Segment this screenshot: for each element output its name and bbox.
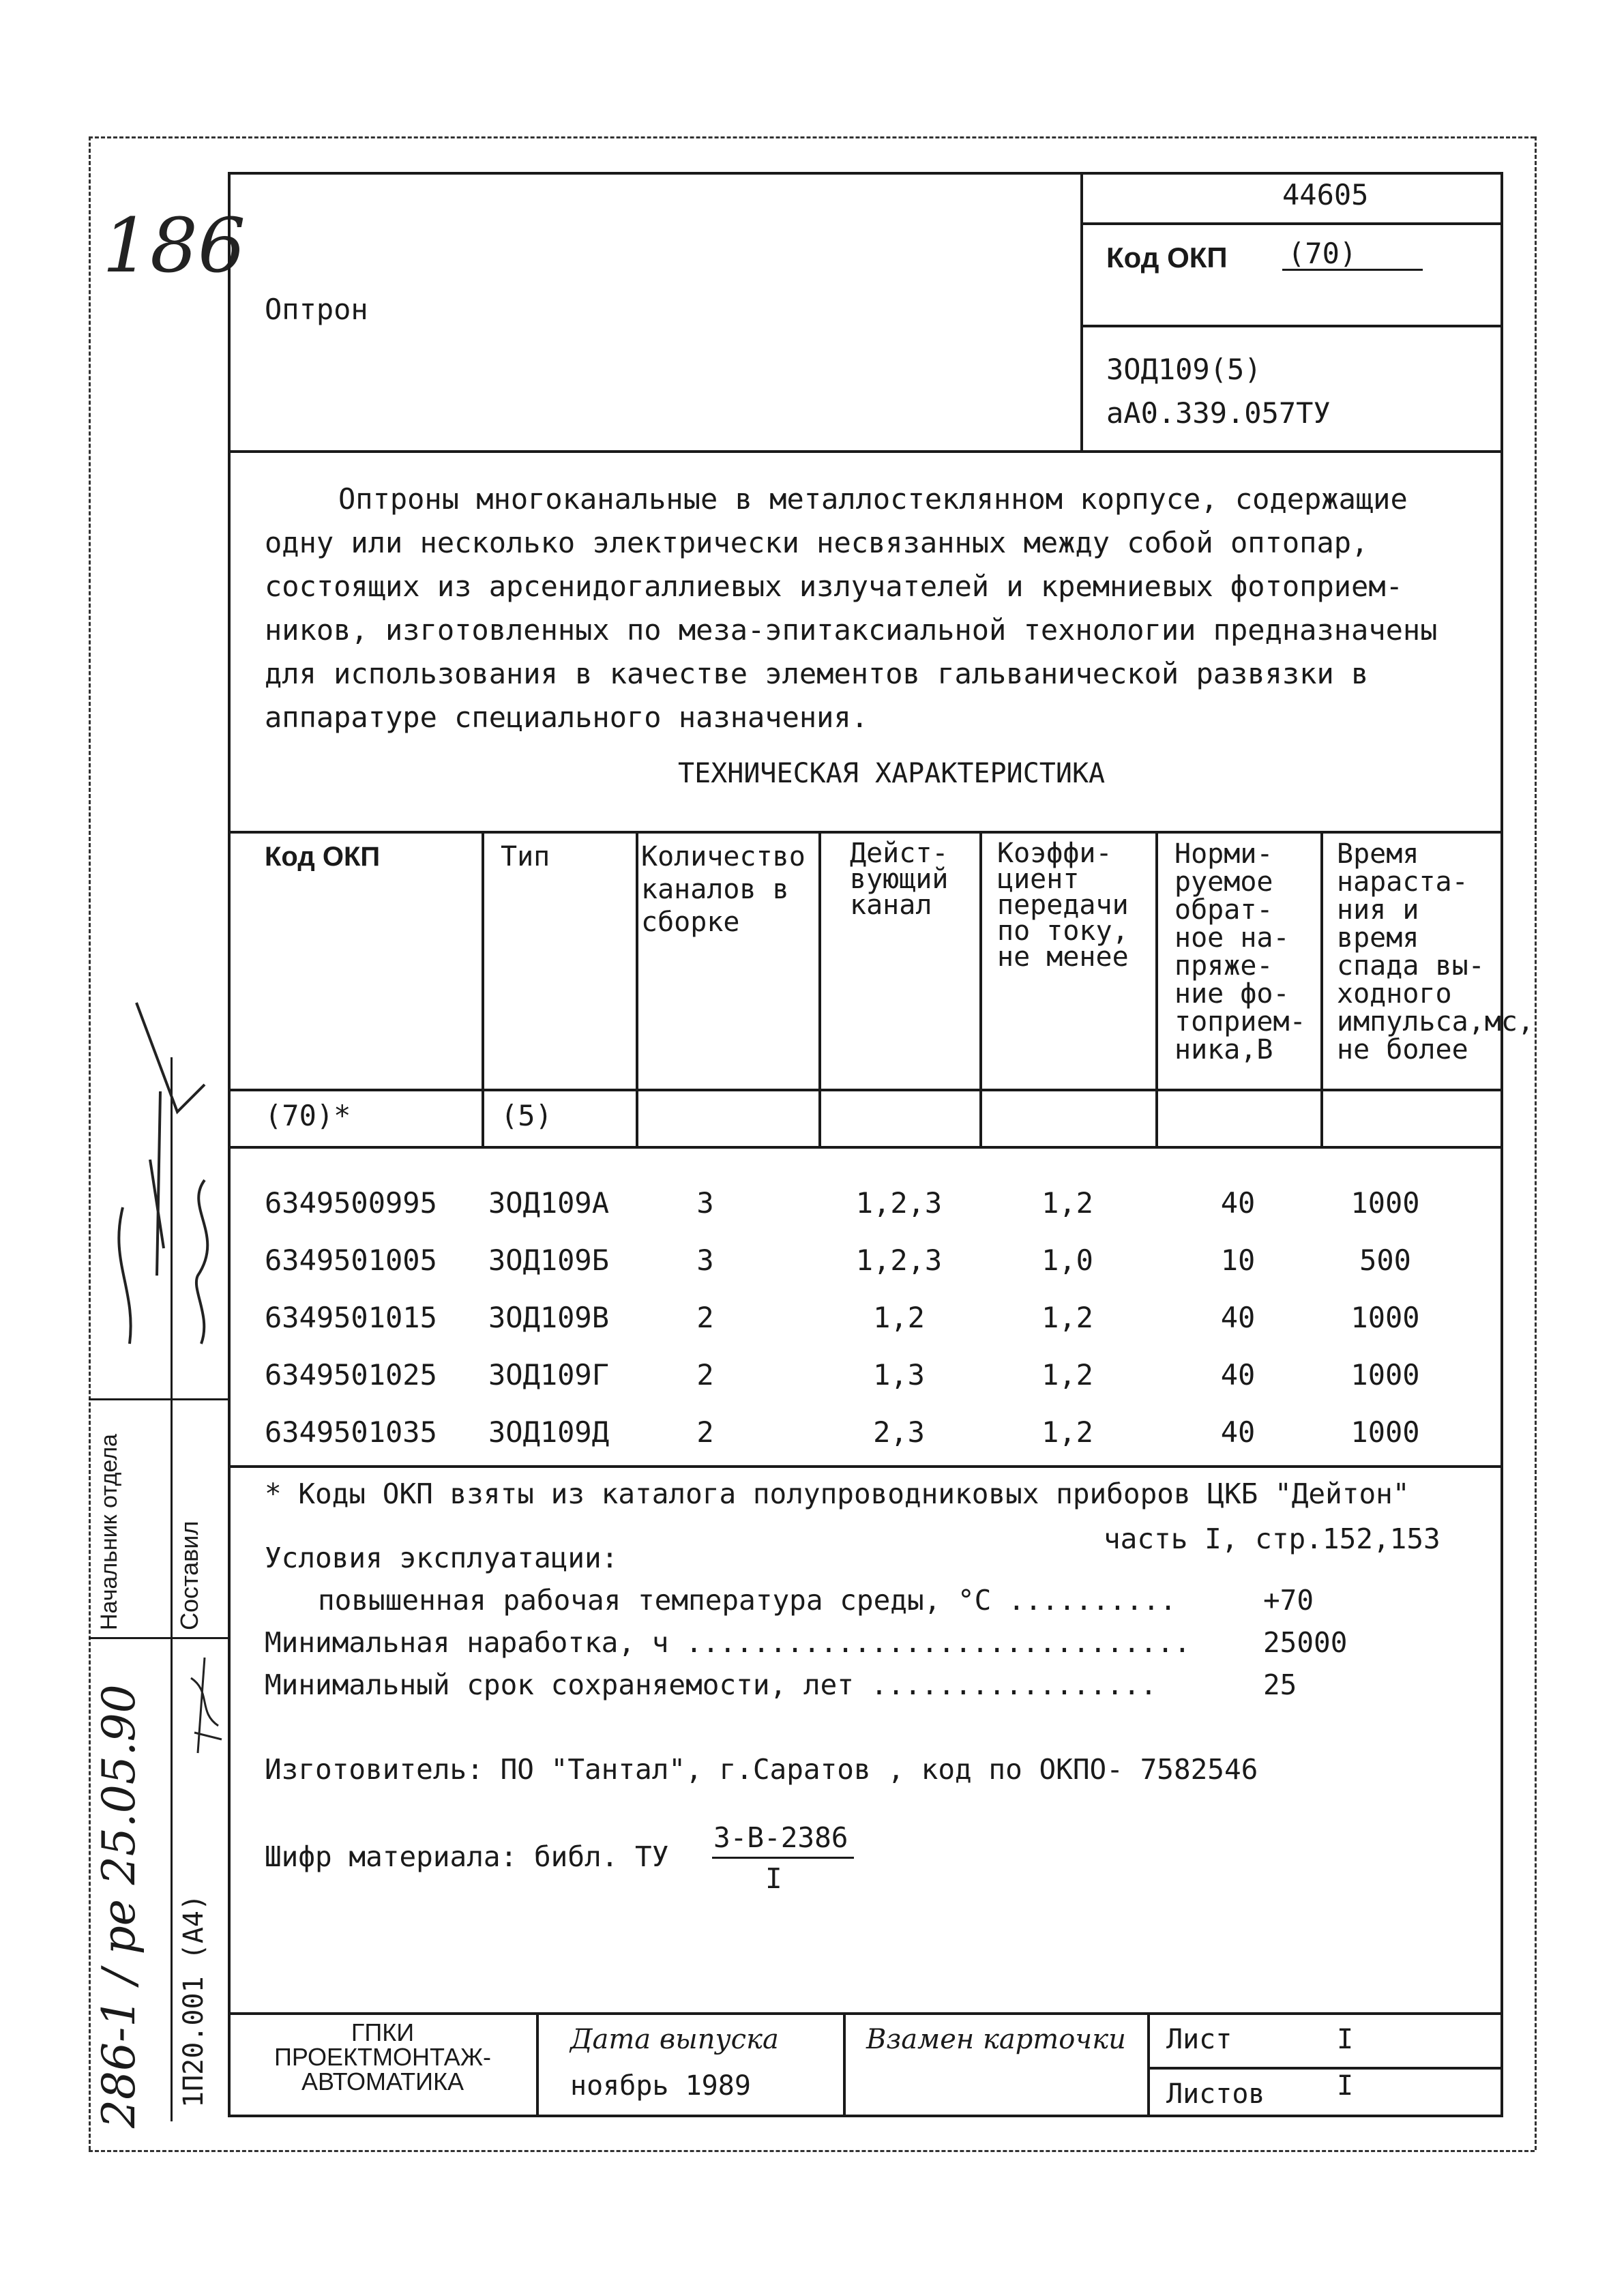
cell-channels: 2 — [696, 1415, 714, 1449]
cell-transfer-ratio: 1,2 — [1041, 1186, 1093, 1220]
cell-transfer-ratio: 1,2 — [1041, 1301, 1093, 1334]
cell-reverse-voltage: 40 — [1220, 1301, 1256, 1334]
description-line: одну или несколько электрически несвязанных между собой оптопар, — [265, 526, 1369, 559]
release-date-label: Дата выпуска — [570, 2024, 779, 2055]
replaces-card-label: Взамен карточки — [866, 2024, 1126, 2055]
margin-doc-code: 1П20.001 (А4) — [178, 1894, 209, 2108]
table-bottom-line — [228, 1465, 1503, 1468]
section-title: ТЕХНИЧЕСКАЯ ХАРАКТЕРИСТИКА — [678, 758, 1106, 789]
footer-divider-3 — [1147, 2012, 1150, 2116]
description-line: состоящих из арсенидогаллиевых излучателей и кремниевых фотоприем- — [265, 570, 1403, 603]
cell-type: 3ОД109Б — [488, 1243, 610, 1277]
col-divider-6 — [1320, 831, 1323, 1147]
footer-top-line — [228, 2012, 1503, 2015]
cell-okp-code: 6349501005 — [265, 1243, 437, 1277]
cell-active-channel: 1,3 — [873, 1358, 925, 1392]
cell-transfer-ratio: 1,0 — [1041, 1243, 1093, 1277]
header-bottom-line — [228, 450, 1503, 453]
cell-okp-code: 6349501025 — [265, 1358, 437, 1392]
frame-bottom — [228, 2115, 1503, 2117]
col-divider-4 — [979, 831, 982, 1147]
table-header-line — [228, 1089, 1503, 1091]
designation-line-2: аА0.339.057ТУ — [1106, 396, 1331, 430]
cipher-label: Шифр материала: библ. ТУ — [265, 1840, 669, 1873]
okp-value: (70) — [1288, 237, 1357, 270]
cell-channels: 3 — [696, 1243, 714, 1277]
cell-type: 3ОД109Д — [488, 1415, 610, 1449]
cell-channels: 2 — [696, 1358, 714, 1392]
cell-active-channel: 1,2,3 — [855, 1243, 943, 1277]
table-top-line — [228, 831, 1503, 834]
page-title: Оптрон — [265, 293, 368, 326]
outer-border-left — [89, 136, 91, 2150]
description — [265, 477, 1492, 739]
cipher-numerator: 3-В-2386 — [713, 1821, 848, 1854]
cell-channels: 3 — [696, 1186, 714, 1220]
footer-divider-1 — [536, 2012, 539, 2116]
col-header-transfer-ratio: Коэффи- циент передачи по току, не менее — [997, 838, 1129, 973]
footer-divider-2 — [843, 2012, 846, 2116]
header-line-2 — [1080, 325, 1503, 327]
footer-sheet-line — [1147, 2067, 1503, 2070]
sheet-label: Лист — [1166, 2024, 1232, 2055]
footnote-line-1: * Коды ОКП взяты из каталога полупроводниковых приборов ЦКБ "Дейтон" — [265, 1477, 1410, 1510]
frame-top — [228, 172, 1503, 175]
doc-number: 44605 — [1282, 178, 1369, 211]
outer-border-right — [1535, 136, 1537, 2150]
cell-reverse-voltage: 40 — [1220, 1186, 1256, 1220]
handwritten-page-number: 186 — [102, 202, 246, 289]
sheets-label: Листов — [1166, 2078, 1265, 2110]
condition-value: 25000 — [1263, 1626, 1348, 1659]
cell-active-channel: 1,2 — [873, 1301, 925, 1334]
okp-underline — [1282, 269, 1423, 271]
cell-okp-code: 6349500995 — [265, 1186, 437, 1220]
cell-reverse-voltage: 40 — [1220, 1358, 1256, 1392]
description-line: ников, изготовленных по меза-эпитаксиальной технологии предназначены — [265, 613, 1438, 647]
description-line: для использования в качестве элементов гальванической развязки в — [265, 657, 1369, 690]
condition-label: повышенная рабочая температура среды, °С .......... — [318, 1584, 1177, 1617]
cell-channels: 2 — [696, 1301, 714, 1334]
outer-border-bottom — [89, 2150, 1535, 2152]
subheader-type: (5) — [501, 1099, 552, 1132]
col-header-rise-fall-time: Время нараста- ния и время спада вы- ходного импульса,мс, не более — [1337, 838, 1534, 1065]
sheets-value: I — [1337, 2070, 1354, 2102]
cell-reverse-voltage: 10 — [1220, 1243, 1256, 1277]
condition-label: Минимальная наработка, ч .............................. — [265, 1626, 1191, 1659]
conditions-title: Условия эксплуатации: — [265, 1542, 619, 1574]
col-divider-3 — [818, 831, 821, 1147]
col-header-reverse-voltage: Норми- руемое обрат- ное на- пряже- ние фо- топрием- ника,В — [1174, 838, 1306, 1065]
cell-active-channel: 1,2,3 — [855, 1186, 943, 1220]
col-divider-5 — [1155, 831, 1158, 1147]
cell-okp-code: 6349501035 — [265, 1415, 437, 1449]
cell-rise-fall-time: 500 — [1359, 1243, 1411, 1277]
margin-handwritten-registration: 286-1 / ре 25.05.90 — [93, 1684, 145, 2128]
col-divider-1 — [482, 831, 484, 1147]
condition-value: 25 — [1263, 1668, 1297, 1701]
manufacturer: Изготовитель: ПО "Тантал", г.Саратов , код по ОКПО- 7582546 — [265, 1753, 1258, 1786]
col-header-channels: Количество каналов в сборке — [641, 841, 806, 938]
signature-small — [184, 1651, 232, 1760]
footer-organization: ГПКИ ПРОЕКТМОНТАЖ- АВТОМАТИКА — [274, 2018, 492, 2095]
footnote-line-2: часть I, стр.152,153 — [1104, 1522, 1440, 1555]
cell-transfer-ratio: 1,2 — [1041, 1358, 1093, 1392]
designation-line-1: 3ОД109(5) — [1106, 353, 1262, 386]
description-line: аппаратуре специального назначения. — [265, 701, 869, 734]
cell-rise-fall-time: 1000 — [1350, 1415, 1420, 1449]
col-header-active-channel: Дейст- вующий канал — [850, 838, 949, 921]
margin-label-author: Составил — [175, 1520, 203, 1630]
condition-label: Минимальный срок сохраняемости, лет ................. — [265, 1668, 1157, 1701]
cell-type: 3ОД109В — [488, 1301, 610, 1334]
margin-cross-line — [89, 1398, 228, 1400]
cell-type: 3ОД109А — [488, 1186, 610, 1220]
header-line-1 — [1080, 222, 1503, 225]
margin-label-head: Начальник отдела — [96, 1434, 122, 1630]
subheader-okp: (70)* — [265, 1099, 351, 1132]
margin-cross-line-2 — [89, 1637, 228, 1639]
okp-label: Код ОКП — [1106, 241, 1228, 274]
cell-active-channel: 2,3 — [873, 1415, 925, 1449]
description-line: Оптроны многоканальные в металлостеклянном корпусе, содержащие — [338, 482, 1408, 516]
signature-strokes — [95, 989, 232, 1398]
cell-rise-fall-time: 1000 — [1350, 1358, 1420, 1392]
cell-type: 3ОД109Г — [488, 1358, 610, 1392]
release-date-value: ноябрь 1989 — [570, 2070, 751, 2102]
cell-transfer-ratio: 1,2 — [1041, 1415, 1093, 1449]
outer-border-top — [89, 136, 1535, 138]
cell-okp-code: 6349501015 — [265, 1301, 437, 1334]
table-subheader-line — [228, 1146, 1503, 1149]
cipher-fraction-line — [712, 1857, 854, 1859]
col-divider-2 — [636, 831, 638, 1147]
condition-value: +70 — [1263, 1584, 1314, 1617]
cipher-denominator: I — [765, 1862, 782, 1895]
col-header-okp: Код ОКП — [265, 842, 381, 872]
sheet-value: I — [1337, 2024, 1354, 2055]
cell-rise-fall-time: 1000 — [1350, 1301, 1420, 1334]
header-divider — [1080, 172, 1083, 452]
col-header-type: Тип — [501, 841, 550, 872]
cell-reverse-voltage: 40 — [1220, 1415, 1256, 1449]
frame-right — [1501, 172, 1503, 2116]
cell-rise-fall-time: 1000 — [1350, 1186, 1420, 1220]
